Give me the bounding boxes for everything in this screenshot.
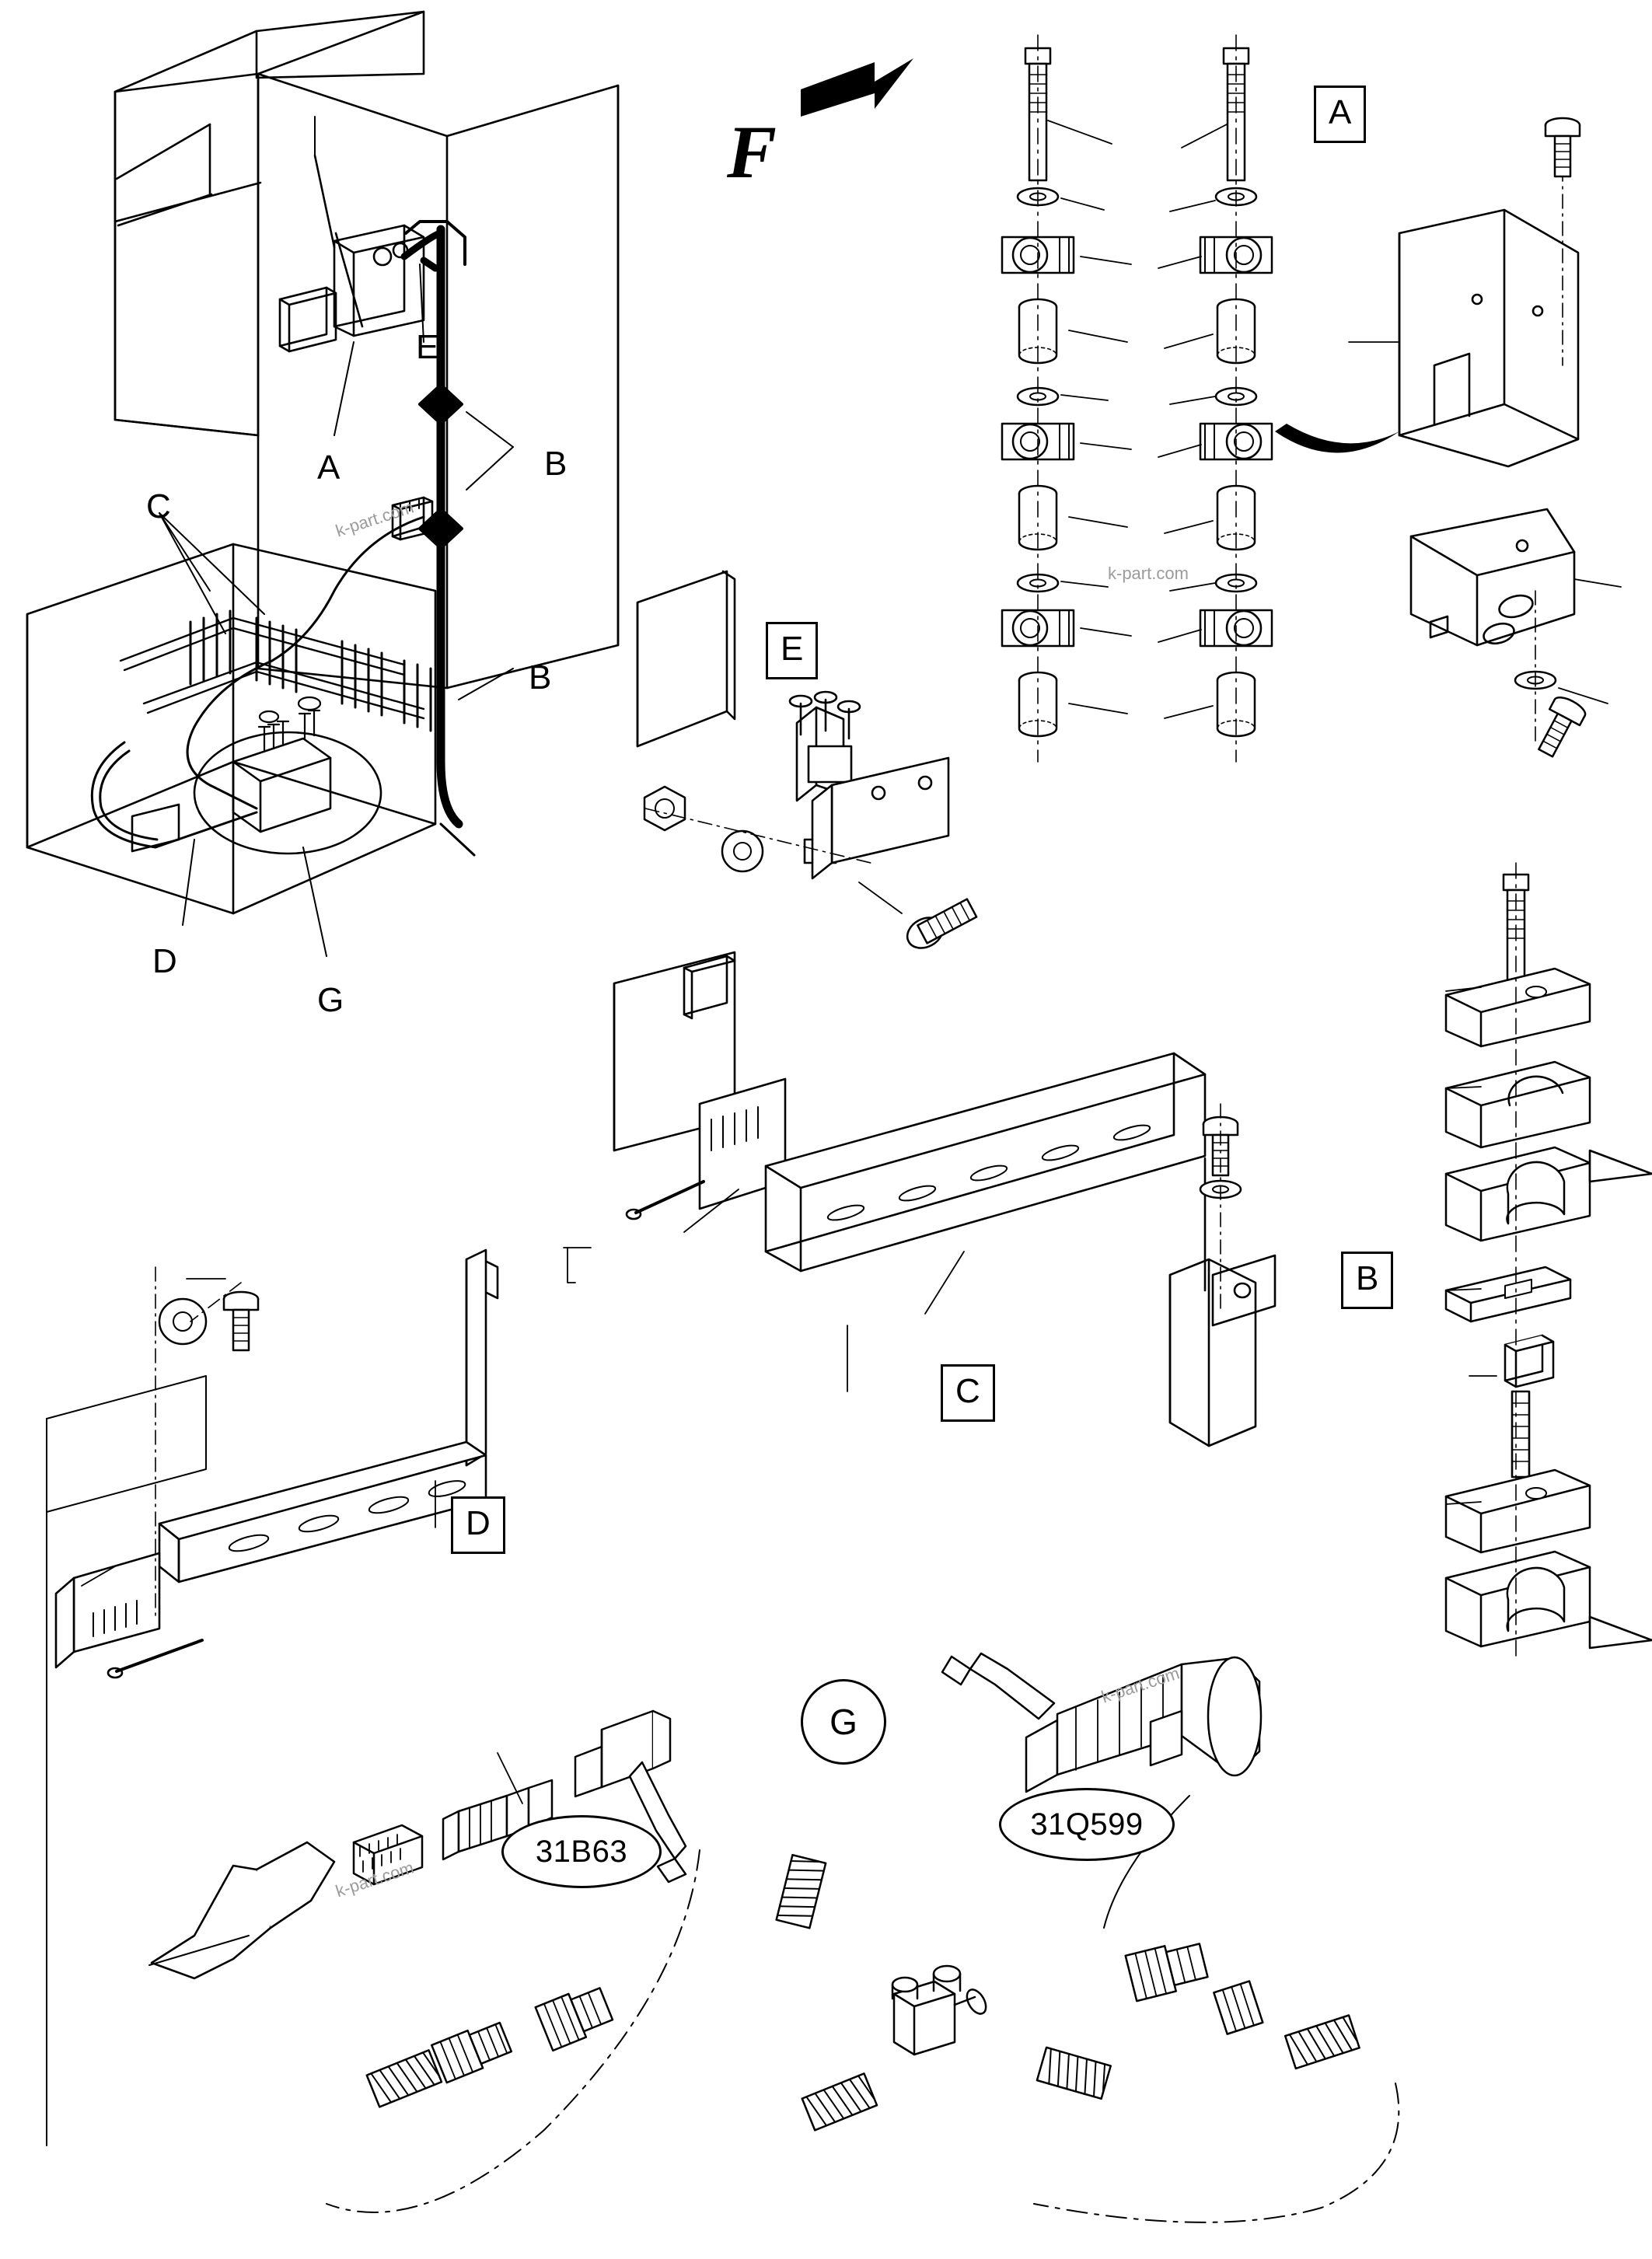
- machine-frame-view: [27, 12, 735, 956]
- callout-c-machine: C: [146, 487, 171, 525]
- callout-b-machine-upper: B: [544, 445, 568, 483]
- watermark-1: k-part.com: [333, 497, 417, 541]
- group-g-hoses: [149, 1653, 1399, 2222]
- callout-box-c: C: [941, 1364, 995, 1422]
- direction-arrow: [801, 58, 913, 117]
- balloon-31b63: [501, 1815, 662, 1888]
- balloon-31q599: [999, 1788, 1175, 1861]
- callout-box-b: B: [1341, 1252, 1393, 1309]
- group-e-valve: [644, 692, 978, 954]
- callout-box-e: E: [766, 622, 818, 679]
- callout-g-machine: G: [317, 981, 344, 1019]
- callout-b-machine-lower: B: [529, 658, 552, 697]
- callout-circle-g-inner: G: [801, 1679, 886, 1765]
- callout-e-machine: E: [416, 328, 439, 366]
- balloon-31b63-label: 31B63: [501, 1815, 662, 1888]
- watermark-3: k-part.com: [1098, 1663, 1182, 1707]
- callout-circle-g: [801, 1679, 886, 1765]
- callout-box-a: A: [1314, 86, 1366, 143]
- callout-d-machine: D: [152, 942, 177, 980]
- callout-box-d: D: [451, 1496, 505, 1554]
- group-d-bracket: [47, 1250, 498, 2146]
- balloon-31q599-label: 31Q599: [999, 1788, 1175, 1861]
- flow-marker-letter: F: [727, 110, 777, 194]
- watermark-2: k-part.com: [1108, 564, 1189, 583]
- group-a-hardware: [1002, 35, 1621, 762]
- callout-a-machine: A: [317, 449, 341, 487]
- group-c-bracket: [564, 952, 1275, 1446]
- watermark-4: k-part.com: [333, 1857, 417, 1901]
- group-b-clamps: [1446, 863, 1652, 1656]
